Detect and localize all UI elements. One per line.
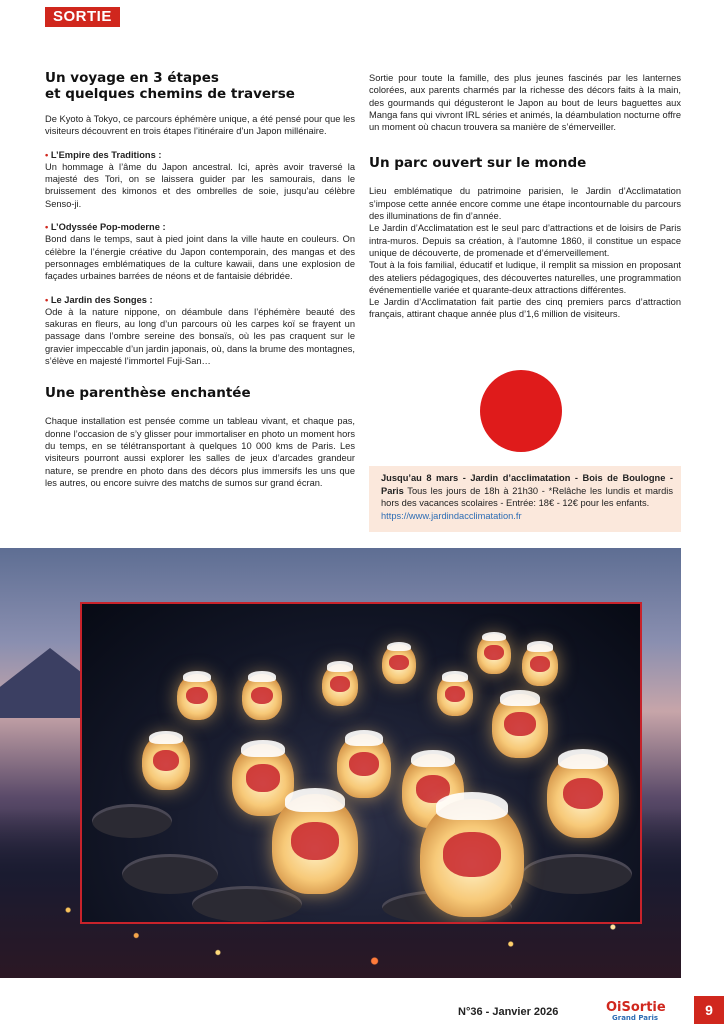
parc-paragraph-3: Tout à la fois familial, éducatif et ludique, il remplit sa mission en proposant des ateliers pédagogiques, des découvertes naturelles, une programmation événementielle variée et quarante-deux attractions différentes.	[369, 260, 681, 295]
parc-paragraph-1: Lieu emblématique du patrimoine parisien, le Jardin d’Acclimatation s’impose cette année encore comme une étape incontournable du parcours des illuminations de fin d’année.	[369, 186, 681, 222]
right-column	[369, 72, 681, 332]
page-number: 9	[694, 996, 724, 1024]
monkey-lantern	[547, 754, 619, 838]
monkey-lantern	[272, 794, 358, 894]
section-tag: SORTIE	[45, 7, 120, 27]
monkey-lantern	[142, 734, 190, 790]
monkey-lantern	[382, 644, 416, 684]
info-bold: Jusqu’au 8 mars - Jardin d’acclimatation - Bois de Boulogne - Paris	[381, 473, 673, 496]
heading-parc: Un parc ouvert sur le monde	[369, 155, 587, 172]
info-text: Tous les jours de 18h à 21h30 - *Relâche les lundis et mardis hors des vacances scolaires - Entrée: 18€ - 12€ pour les enfants.	[381, 485, 673, 508]
step-text: Un hommage à l’âme du Japon ancestral. Ici, après avoir traversé la majesté des Tori, on se laissera guider par les samourais, dans le bruissement des kimonos et des ombrelles de soie, jusqu’au célèbre Senso-ji.	[45, 161, 355, 209]
info-box	[369, 466, 681, 532]
stone	[122, 854, 218, 894]
parc-paragraph-4: Le Jardin d’Acclimatation fait partie des cinq premiers parcs d’attraction français, attirant chaque année plus d’1,6 million de visiteurs.	[369, 297, 681, 320]
stone	[92, 804, 172, 838]
bullet-icon: •	[45, 149, 49, 160]
step-title: • L’Odyssée Pop-moderne :	[45, 222, 166, 233]
bullet-icon: •	[45, 294, 49, 305]
footer-divider	[0, 978, 724, 979]
stone	[522, 854, 632, 894]
left-column	[45, 70, 355, 500]
parc-paragraph-2: Le Jardin d’Acclimatation est le seul parc d’attractions et de loisirs de Paris intra-muros. Depuis sa création, à l’automne 1860, il constitue un espace unique de découverte, de promenade et d’émerveillement.	[369, 223, 681, 258]
red-sun-graphic	[480, 370, 562, 452]
step-title: • Le Jardin des Songes :	[45, 294, 153, 305]
monkey-lantern	[322, 664, 358, 706]
illustration-photo	[0, 548, 681, 978]
family-paragraph: Sortie pour toute la famille, des plus jeunes fascinés par les lanternes colorées, aux parents charmés par la richesse des décors faits à la main, des gourmands qui dégusteront le Japon au bout de leurs baguettes aux Manga fans qui vivront IRL séries et animés, la déambulation nocturne offre un moment où chacun trouvera sa manière de s’émerveiller.	[369, 73, 681, 133]
website-link[interactable]: https://www.jardindacclimatation.fr	[381, 510, 522, 521]
monkey-lantern	[420, 799, 524, 917]
monkey-lantern	[337, 734, 391, 798]
monkey-lantern	[242, 674, 282, 720]
lantern-photo	[80, 602, 642, 924]
monkey-lantern	[177, 674, 217, 720]
bullet-icon: •	[45, 222, 49, 233]
monkey-lantern	[492, 694, 548, 758]
step-title: • L’Empire des Traditions :	[45, 149, 162, 160]
heading-parenthese: Une parenthèse enchantée	[45, 385, 251, 402]
step-text: Bond dans le temps, saut à pied joint dans la ville haute en couleurs. On célèbre la l’énergie créative du Japon contemporain, des mangas et des personnages emblématiques de la culture kawaii, dans une explosion de façades urbaines barrées de néons et de fantaisie débridée.	[45, 234, 355, 282]
parenthese-paragraph: Chaque installation est pensée comme un tableau vivant, et chaque pas, donne l’occasion de s’y glisser pour immortaliser en photo un moment hors du temps, en se télétransportant à quelques 10 000 kms de Paris. Les visiteurs pourront aussi explorer les salles de jeux d’arcades grandeur nature, se prendre en photo dans des décors plus immersifs les uns que les autres, ou encore suivre des matchs de sumos sur grand écran.	[45, 416, 355, 488]
magazine-logo: OiSortie Grand Paris	[606, 1000, 666, 1022]
heading-voyage: Un voyage en 3 étapes et quelques chemins de traverse	[45, 70, 295, 102]
intro-paragraph: De Kyoto à Tokyo, ce parcours éphémère unique, a été pensé pour que les visiteurs découvrent en trois étapes l’itinéraire d’un Japon millénaire.	[45, 114, 355, 137]
monkey-lantern	[437, 674, 473, 716]
step-text: Ode à la nature nippone, on déambule dans l’éphémère beauté des sakuras en fleurs, au long d’un parcours où les carpes koï se frayent un passage dans l’ombre sereine des bonsaïs, où les pas craquent sur le gravier impeccable d’un jardin japonais, où, dans la brume des montagnes, s’élève en majesté l’immortel Fuji-San…	[45, 306, 355, 367]
monkey-lantern	[477, 634, 511, 674]
issue-label: N°36 - Janvier 2026	[458, 1006, 559, 1018]
stone	[192, 886, 302, 922]
monkey-lantern	[522, 644, 558, 686]
